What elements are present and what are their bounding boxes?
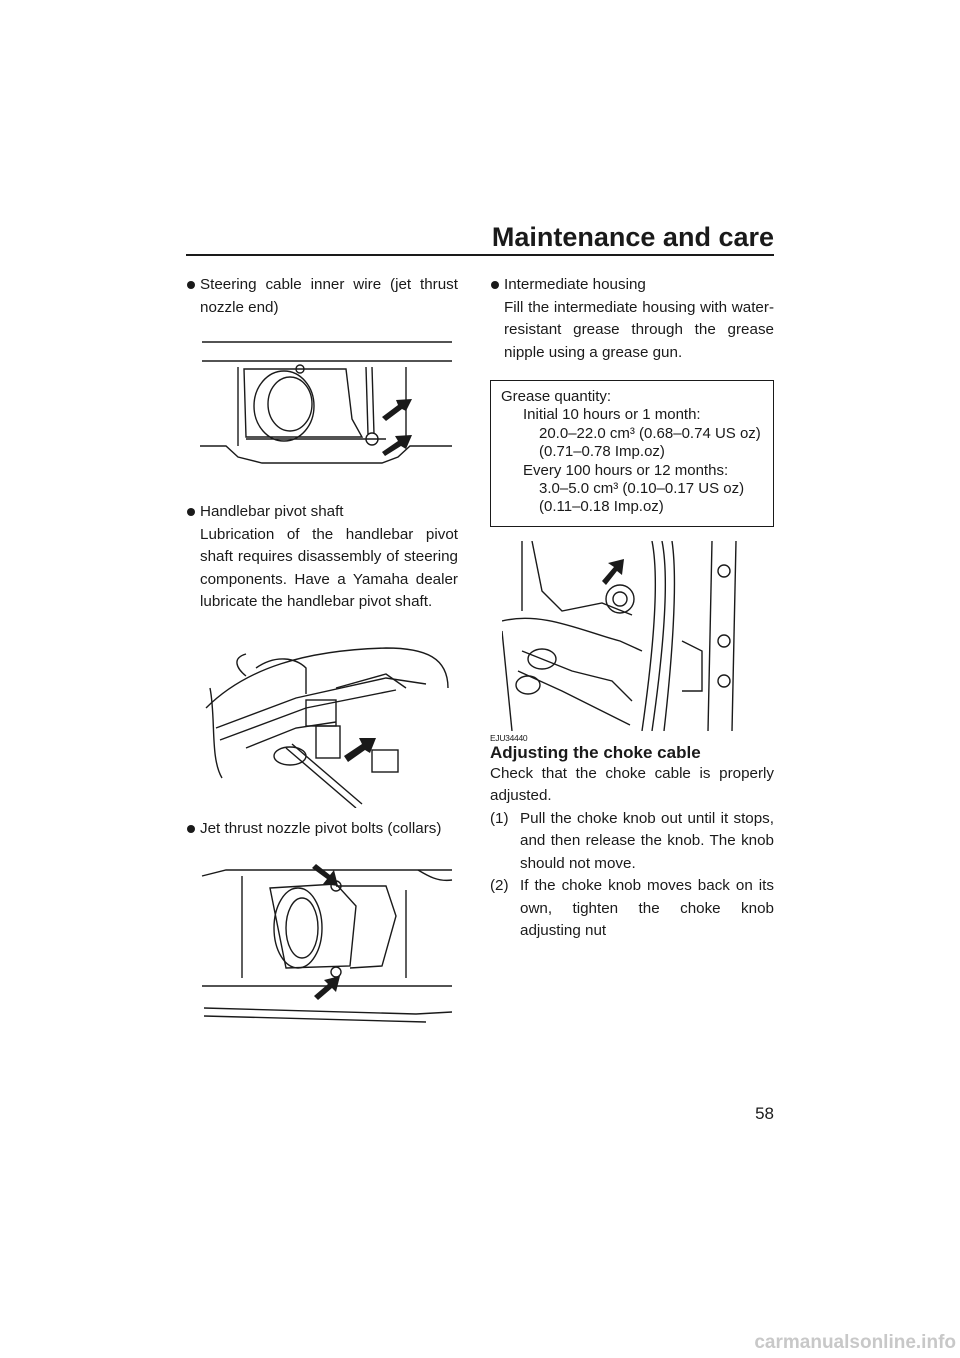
- step-number: (2): [490, 877, 509, 895]
- bullet-steering-cable-text: Steering cable inner wire (jet thrust nozzle end): [200, 276, 458, 316]
- watermark: carmanualsonline.info: [754, 1332, 956, 1353]
- step-text: If the choke knob moves back on its own, tighten the choke knob adjusting nut: [520, 877, 774, 940]
- spec-row1-value-b: (0.71–0.78 Imp.oz): [539, 443, 665, 461]
- bullet-intermediate-housing: [490, 274, 774, 297]
- step-number: (1): [490, 809, 509, 827]
- bullet-dot: [187, 281, 195, 289]
- page-number: 58: [755, 1104, 774, 1123]
- page-header-title: Maintenance and care: [491, 222, 774, 252]
- section-heading: Adjusting the choke cable: [490, 742, 701, 762]
- grease-quantity-box: [490, 380, 774, 527]
- figure-jet-nozzle-cable: [186, 339, 458, 479]
- figure-intermediate-housing: [502, 541, 772, 731]
- spec-row2-value-a: 3.0–5.0 cm³ (0.10–0.17 US oz): [539, 480, 745, 498]
- bullet-dot: [187, 508, 195, 516]
- spec-row2-value-b: (0.11–0.18 Imp.oz): [539, 498, 664, 516]
- spec-row2-label: Every 100 hours or 12 months:: [523, 461, 729, 479]
- bullet-jet-nozzle-bolts: [186, 818, 458, 841]
- intermediate-housing-description: Fill the intermediate housing with water-resistant grease through the grease nipple using a grease gun.: [504, 298, 774, 361]
- spec-heading: Grease quantity:: [501, 388, 612, 405]
- handlebar-pivot-description: Lubrication of the handlebar pivot shaft requires disassembly of steering components. Have a Yamaha dealer lubricate the handlebar pivot shaft.: [200, 525, 458, 610]
- right-column: [490, 274, 774, 943]
- bullet-jet-nozzle-bolts-text: Jet thrust nozzle pivot bolts (collars): [200, 819, 442, 837]
- bullet-steering-cable: [186, 274, 458, 319]
- bullet-dot: [491, 281, 499, 289]
- section-code: EJU34440: [490, 732, 528, 743]
- bullet-handlebar-pivot-title: Handlebar pivot shaft: [200, 503, 344, 520]
- step-item: [490, 808, 774, 876]
- bullet-dot: [187, 825, 195, 833]
- step-item: [490, 875, 774, 943]
- step-text: Pull the choke knob out until it stops, and then release the knob. The knob should not move.: [520, 809, 774, 872]
- figure-handlebar-pivot: [186, 628, 458, 808]
- figure-jet-nozzle-pivot-bolts: [186, 846, 458, 1026]
- spec-row1-label: Initial 10 hours or 1 month:: [523, 406, 701, 424]
- bullet-handlebar-pivot: [186, 501, 458, 524]
- bullet-intermediate-housing-title: Intermediate housing: [504, 276, 646, 293]
- spec-row1-value-a: 20.0–22.0 cm³ (0.68–0.74 US oz): [539, 424, 761, 442]
- section-intro: Check that the choke cable is properly adjusted.: [490, 764, 774, 805]
- header-rule: [186, 254, 774, 256]
- left-column: [186, 274, 458, 1026]
